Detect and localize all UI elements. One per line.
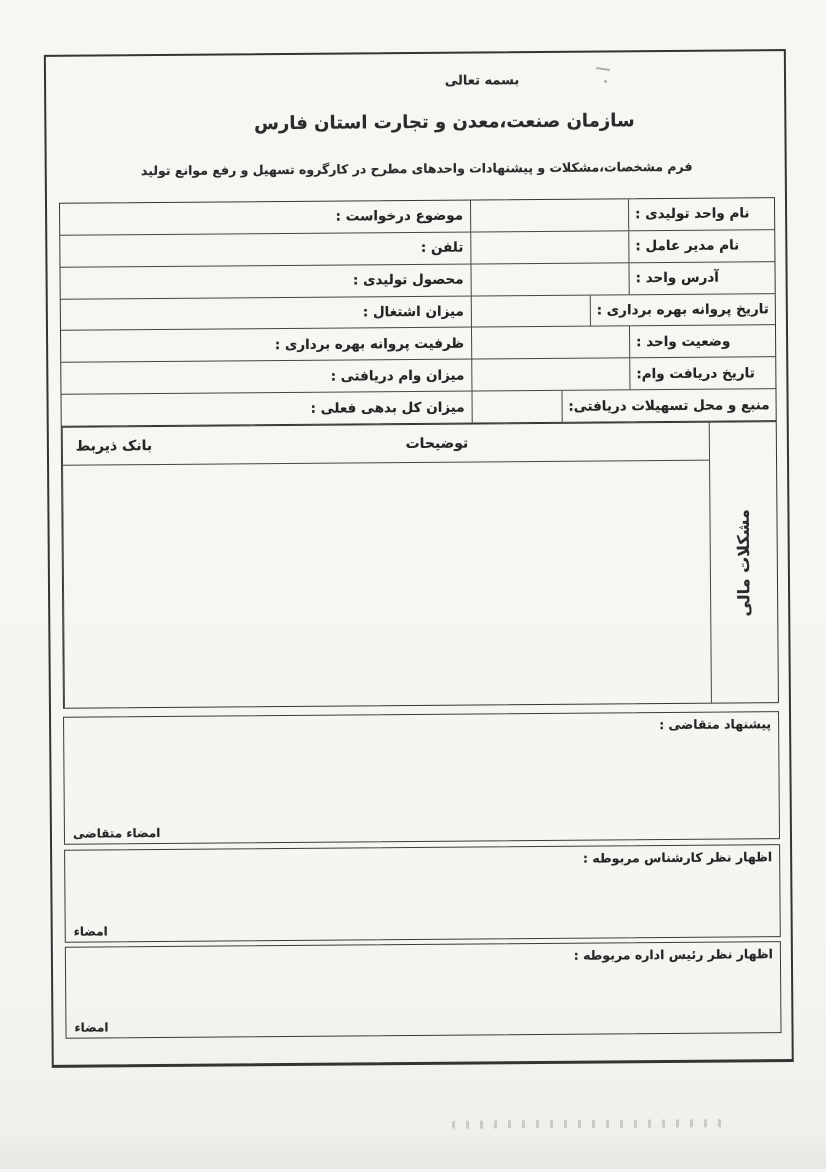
financial-problems-block <box>61 421 779 709</box>
facility-source-value <box>472 391 561 423</box>
unit-name-label: نام واحد تولیدی : <box>635 205 750 223</box>
phone-field <box>60 232 470 266</box>
total-debt-label: میزان کل بدهی فعلی : <box>310 399 465 417</box>
expert-signature-label: امضاء <box>73 924 108 939</box>
category-strip <box>709 422 778 703</box>
employment-field <box>61 296 471 330</box>
license-date-label: تاریخ پروانه بهره برداری : <box>596 301 769 319</box>
details-header: توضیحات <box>165 423 709 465</box>
ceo-name-value <box>471 231 628 263</box>
office-head-opinion-section <box>65 941 782 1039</box>
unit-name-value <box>471 199 628 231</box>
product-field <box>60 264 470 298</box>
phone-label: تلفن : <box>420 239 464 257</box>
organization-title: سازمان صنعت،معدن و تجارت استان فارس <box>254 110 635 135</box>
table-row-facility-source <box>61 388 775 425</box>
bank-column-cell <box>63 465 167 708</box>
loan-amount-field <box>61 360 471 394</box>
facility-source-label: منبع و محل تسهیلات دریافتی: <box>568 396 770 415</box>
office-head-signature-label: امضاء <box>74 1020 109 1035</box>
bank-column-header: بانک ذیربط <box>63 427 165 466</box>
license-capacity-field <box>61 328 471 362</box>
scan-artifact <box>604 80 607 83</box>
expert-opinion-title: اظهار نظر کارشناس مربوطه : <box>582 849 773 866</box>
bismillah-text: بسمه تعالی <box>444 73 520 89</box>
loan-date-label: تاریخ دریافت وام: <box>636 365 755 382</box>
expert-opinion-section <box>64 844 781 943</box>
loan-amount-label: میزان وام دریافتی : <box>330 367 465 385</box>
details-column <box>165 423 711 707</box>
applicant-signature-label: امضاء متقاضی <box>72 825 161 841</box>
employment-label: میزان اشتغال : <box>362 303 464 321</box>
unit-address-label: آدرس واحد : <box>635 269 719 287</box>
loan-date-value <box>472 359 629 391</box>
category-vertical-label: مشکلات مالی <box>733 508 754 617</box>
unit-info-table <box>59 197 777 427</box>
applicant-suggestion-section <box>63 711 780 845</box>
total-debt-field <box>62 392 472 426</box>
unit-status-label: وضعیت واحد : <box>636 333 731 351</box>
request-subject-label: موضوع درخواست : <box>335 208 464 226</box>
request-subject-field <box>60 201 470 235</box>
bank-column <box>62 427 167 708</box>
product-label: محصول تولیدی : <box>352 271 464 289</box>
license-date-value <box>472 295 590 327</box>
unit-address-value <box>471 263 628 295</box>
ceo-name-label: نام مدیر عامل : <box>635 237 740 255</box>
details-cell <box>165 461 711 707</box>
office-head-opinion-title: اظهار نظر رئیس اداره مربوطه : <box>573 946 773 963</box>
form-title: فرم مشخصات،مشکلات و پیشنهادات واحدهای مطرح در کارگروه تسهیل و رفع موانع تولید <box>140 158 693 179</box>
applicant-suggestion-title: پیشنهاد متقاضی : <box>659 716 772 733</box>
unit-status-value <box>472 327 629 359</box>
license-capacity-label: ظرفیت پروانه بهره برداری : <box>274 335 465 353</box>
scan-artifact <box>452 1119 722 1128</box>
